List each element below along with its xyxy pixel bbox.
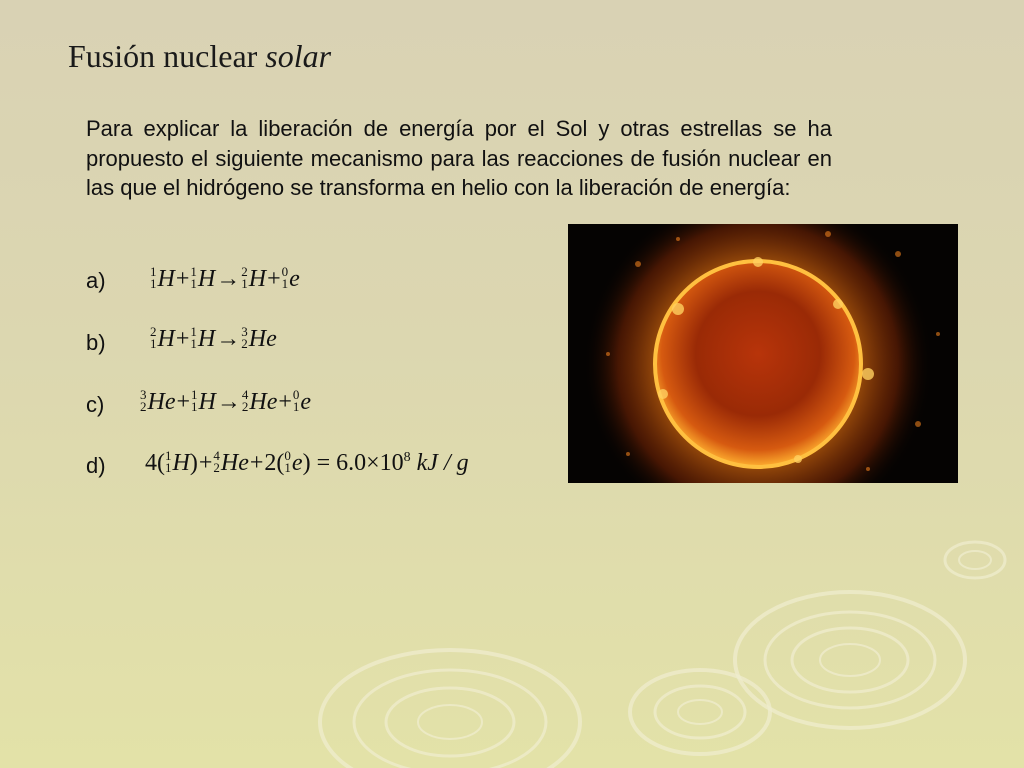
symbol-h: H (197, 266, 216, 292)
symbol-he: He (220, 450, 249, 476)
nuclide-scripts: 3 2 (140, 387, 147, 415)
intro-paragraph: Para explicar la liberación de energía por el Sol y otras estrellas se ha propuesto el siguiente mecanismo para las reacciones de fusión nuclear en las que el hidrógeno se transforma en helio con la liberación de energía: (86, 116, 832, 200)
symbol-he: He (147, 389, 176, 415)
equation-d (145, 450, 469, 477)
arrow: → (216, 326, 241, 352)
title-italic: solar (265, 38, 332, 74)
symbol-he: He (249, 389, 278, 415)
plus-sign: + (176, 389, 191, 415)
sun-illustration (568, 224, 958, 483)
coefficient-2: 2( (264, 450, 285, 476)
symbol-he: He (248, 326, 277, 352)
plus-sign: + (175, 326, 190, 352)
arrow: → (216, 266, 241, 292)
symbol-e: e (300, 389, 312, 415)
close-paren: ) (189, 450, 198, 476)
nuclide-scripts: 3 2 (241, 324, 248, 352)
close-paren: ) (302, 450, 311, 476)
title-main: Fusión nuclear (68, 38, 258, 74)
nuclide-scripts: 1 1 (191, 387, 198, 415)
symbol-h: H (198, 389, 216, 415)
symbol-h: H (157, 266, 175, 292)
equation-c (140, 389, 311, 416)
nuclide-scripts: 0 1 (292, 387, 300, 415)
symbol-h: H (157, 326, 175, 352)
item-label-b: b) (86, 330, 106, 355)
plus-sign: + (267, 266, 281, 292)
exponent: 8 (403, 450, 411, 465)
nuclide-scripts: 4 2 (241, 387, 249, 415)
coefficient-4: 4( (145, 450, 165, 476)
symbol-h: H (248, 266, 267, 292)
equation-b (150, 326, 277, 353)
arrow: → (216, 389, 241, 415)
equals-value: = 6.0×10 (316, 450, 404, 476)
plus-sign: + (175, 266, 190, 292)
plus-sign: + (249, 450, 264, 476)
item-label-c: c) (86, 392, 105, 417)
symbol-e: e (289, 266, 300, 292)
symbol-h: H (172, 450, 190, 476)
nuclide-scripts: 4 2 (213, 448, 220, 476)
nuclide-scripts: 2 1 (150, 324, 157, 352)
item-label-a: a) (86, 268, 106, 293)
nuclide-scripts: 1 1 (150, 264, 157, 292)
symbol-h: H (197, 326, 216, 352)
units: kJ / g (416, 450, 469, 476)
symbol-e: e (291, 450, 303, 476)
plus-sign: + (198, 450, 213, 476)
nuclide-scripts: 1 1 (190, 324, 197, 352)
sun-photo (568, 224, 958, 483)
nuclide-scripts: 1 1 (165, 448, 172, 476)
plus-sign: + (278, 389, 292, 415)
slide-title (68, 38, 331, 75)
item-label-d: d) (86, 453, 106, 478)
equation-a (150, 266, 300, 293)
nuclide-scripts: 0 1 (284, 448, 291, 476)
nuclide-scripts: 0 1 (281, 264, 289, 292)
nuclide-scripts: 2 1 (241, 264, 248, 292)
nuclide-scripts: 1 1 (190, 264, 197, 292)
